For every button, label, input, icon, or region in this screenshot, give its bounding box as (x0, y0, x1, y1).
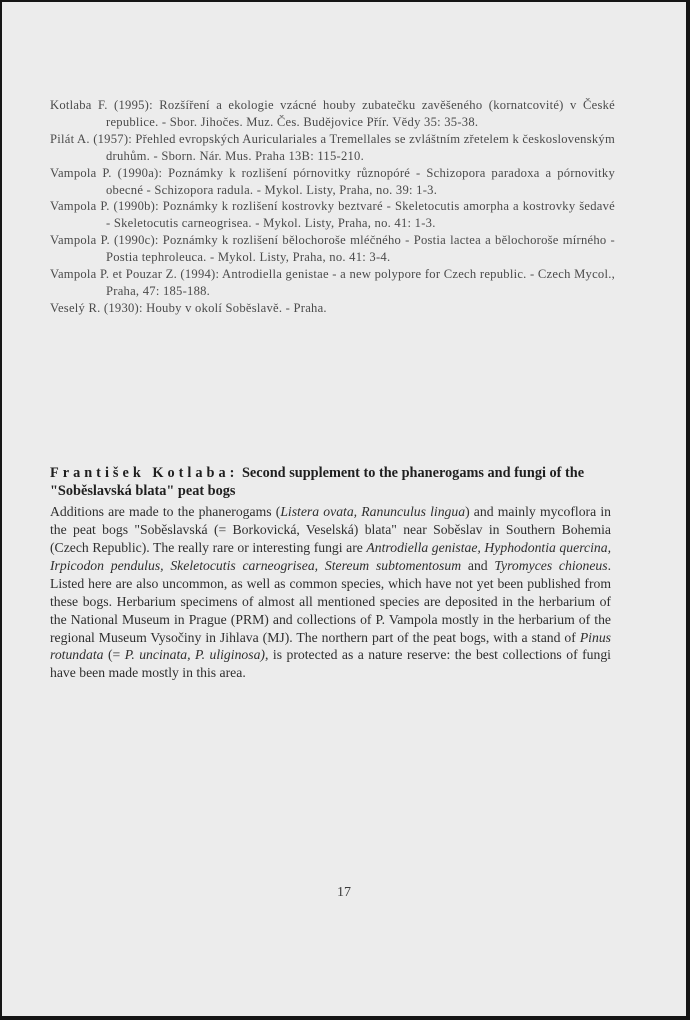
document-page (2, 2, 686, 1016)
reference-entry: Vampola P. (1990b): Poznámky k rozlišení kostrovky beztvaré - Skeletocutis amorpha a kostrovky šedavé - Skeletocutis carneogrisea. - Mykol. Listy, Praha, no. 41: 1-3. (50, 199, 615, 231)
species-name: Pinus rotundata (50, 629, 611, 663)
summary-text: Additions are made to the phanerogams ( (50, 504, 281, 520)
summary-title: Second supplement to the phanerogams and fungi of the "Soběslavská blata" peat bogs (50, 465, 585, 499)
english-summary (50, 465, 611, 682)
summary-heading (50, 465, 611, 500)
summary-text: ) and mainly mycoflora in the peat bogs "Soběslavská (= Borkovická, Veselská) blata" near Soběslav in Southern Bohemia (Czech Republic). The really rare or interesting fungi are (50, 504, 612, 555)
reference-entry: Pilát A. (1957): Přehled evropských Auriculariales a Tremellales se zvláštním zřetelem k československým druhům. - Sborn. Nár. Mus. Praha 13B: 115-210. (50, 131, 615, 163)
reference-entry: Veselý R. (1930): Houby v okolí Soběslavě. - Praha. (50, 300, 327, 315)
reference-list (50, 97, 615, 317)
page-number: 17 (337, 885, 351, 900)
summary-text: (= (103, 647, 125, 663)
reference-entry: Kotlaba F. (1995): Rozšíření a ekologie vzácné houby zubatečku zavěšeného (kornatcovité) v České republice. - Sbor. Jihočes. Muz. Čes. Budějovice Přír. Vědy 35: 35-38. (50, 98, 615, 129)
reference-entry: Vampola P. (1990c): Poznámky k rozlišení bělochoroše mléčného - Postia lactea a bělochoroše mírného - Postia tephroleuca. - Mykol. Listy, Praha, no. 41: 3-4. (50, 233, 615, 265)
species-name: Listera ovata, Ranunculus lingua (280, 504, 466, 520)
summary-text: , is protected as a nature reserve: the best collections of fungi have been made mostly in this area. (50, 647, 611, 681)
reference-entry: Vampola P. et Pouzar Z. (1994): Antrodiella genistae - a new polypore for Czech republic. - Czech Mycol., Praha, 47: 185-188. (50, 267, 615, 298)
reference-entry: Vampola P. (1990a): Poznámky k rozlišení pórnovitky různopóré - Schizopora paradoxa a pórnovitky obecné - Schizopora radula. - Mykol. Listy, Praha, no. 39: 1-3. (50, 165, 615, 197)
species-name: Tyromyces chioneus (494, 557, 608, 573)
summary-body (50, 503, 611, 682)
species-name: Antrodiella genistae, Hyphodontia quercina, Irpicodon pendulus, Skeletocutis carneogrisea, Stereum subtomentosum (50, 540, 611, 573)
summary-author: František Kotlaba: (50, 465, 239, 481)
summary-text: and (461, 557, 495, 573)
species-name: P. uncinata, P. uliginosa) (124, 647, 265, 663)
summary-text: . Listed here are also uncommon, as well as common species, which have not yet been published from these bogs. Herbarium specimens of almost all mentioned species are deposited in the herbarium of the National Museum in Prague (PRM) and collections of P. Vampola mostly in the herbarium of the regional Museum Vysočiny in Jihlava (MJ). The northern part of the peat bogs, with a stand of (50, 557, 612, 645)
